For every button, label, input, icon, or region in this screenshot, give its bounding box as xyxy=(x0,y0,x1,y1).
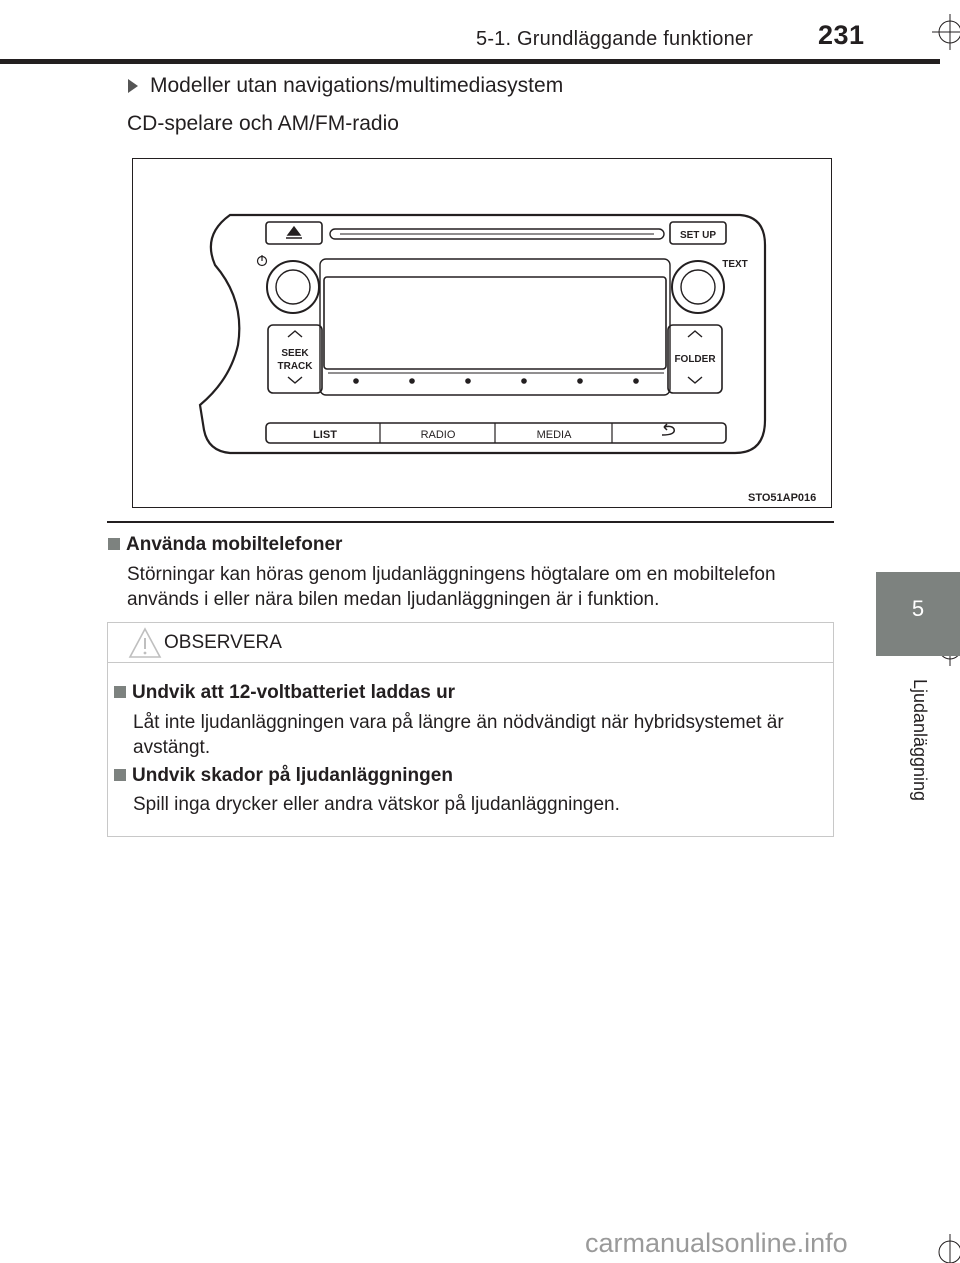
header-rule xyxy=(0,59,940,64)
caution-item-title xyxy=(114,682,455,704)
registration-mark-bottom xyxy=(930,1232,960,1263)
setup-label: SET UP xyxy=(679,230,717,241)
list-label: LIST xyxy=(313,429,337,441)
chevron-up-icon xyxy=(688,331,702,337)
seek-label: SEEK xyxy=(281,348,309,359)
radio-label: RADIO xyxy=(420,429,456,441)
registration-mark-top xyxy=(930,10,960,50)
display-screen xyxy=(324,277,666,369)
section-title-text: Använda mobiltelefoner xyxy=(126,534,343,555)
section-body: Störningar kan höras genom ljudanläggningens högtalare om en mobiltelefon används i eller nära bilen medan ljudanläggningen är i funktion. xyxy=(127,564,776,610)
page-number: 231 xyxy=(818,20,865,50)
square-bullet-icon xyxy=(114,686,126,698)
square-bullet-icon xyxy=(114,769,126,781)
figure-code: STO51AP016 xyxy=(748,492,817,504)
caution-item-title xyxy=(114,765,453,787)
chevron-up-icon xyxy=(288,331,302,337)
radio-body xyxy=(200,215,765,453)
play-arrow-icon xyxy=(128,79,138,93)
media-label: MEDIA xyxy=(536,429,572,441)
warning-triangle-icon xyxy=(128,626,162,660)
watermark: carmanualsonline.info xyxy=(585,1228,848,1258)
chapter-label: Ljudanläggning xyxy=(910,678,930,802)
eject-icon xyxy=(286,227,302,238)
header-section-title: 5-1. Grundläggande funktioner xyxy=(476,28,754,50)
device-subheading: CD-spelare och AM/FM-radio xyxy=(127,112,399,135)
chevron-down-icon xyxy=(688,377,702,383)
caution-item-title-text: Undvik att 12-voltbatteriet laddas ur xyxy=(132,682,456,703)
folder-label: FOLDER xyxy=(674,354,716,365)
caution-item-body: Spill inga drycker eller andra vätskor på ljudanläggningen. xyxy=(133,794,620,815)
back-icon xyxy=(662,424,674,435)
chevron-down-icon xyxy=(288,377,302,383)
chapter-number: 5 xyxy=(911,596,925,621)
square-bullet-icon xyxy=(108,538,120,550)
radio-illustration xyxy=(190,205,770,465)
preset-buttons xyxy=(353,378,639,384)
power-icon xyxy=(258,255,267,266)
track-label: TRACK xyxy=(277,361,313,372)
text-label: TEXT xyxy=(722,259,748,270)
caution-title: OBSERVERA xyxy=(164,632,282,653)
figure-rule xyxy=(107,521,834,523)
caution-item-body: Låt inte ljudanläggningen vara på längre än nödvändigt när hybridsystemet är avstängt. xyxy=(133,712,784,758)
tune-knob xyxy=(672,261,724,313)
volume-knob xyxy=(267,261,319,313)
caution-item-title-text: Undvik skador på ljudanläggningen xyxy=(132,765,453,786)
caution-header-rule xyxy=(108,662,833,663)
section-title xyxy=(108,534,342,556)
model-heading xyxy=(128,74,563,98)
model-heading-text: Modeller utan navigations/multimediasystem xyxy=(150,74,564,97)
